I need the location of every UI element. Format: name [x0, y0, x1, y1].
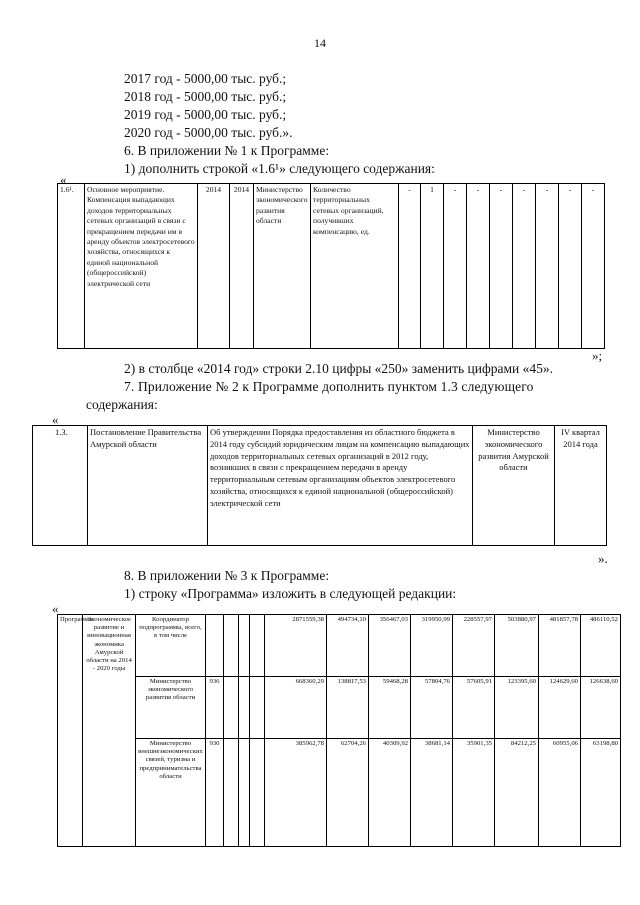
paragraph-6-1: 1) дополнить строкой «1.6¹» следующего содержания: — [124, 161, 435, 176]
text-line-2018: 2018 год - 5000,00 тыс. руб.; — [124, 89, 287, 104]
t3-code: 936 — [206, 677, 224, 739]
page-number: 14 — [314, 36, 326, 50]
t3-value: 124629,60 — [539, 677, 581, 739]
t1-executor: Министерство экономического развития области — [254, 184, 311, 349]
t3-row-label: Координатор подпрограммы, всего, в том числе — [136, 615, 206, 677]
t3-value: 2871559,38 — [265, 615, 327, 677]
t1-activity-name: Основное мероприятие. Компенсация выпадающих доходов территориальных сетевых организаций в связи с прекращением передачи им в аренду объектов электросетевого хозяйства, относящихся к единой национальной (общероссийской) электрической сети — [85, 184, 198, 349]
t1-value: 1 — [421, 184, 444, 349]
t2-executor: Министерство экономического развития Амурской области — [473, 426, 555, 546]
t3-value: 126638,60 — [581, 677, 621, 739]
t2-term: IV квартал 2014 года — [555, 426, 607, 546]
t3-value: 62704,26 — [327, 739, 369, 847]
paragraph-8: 8. В приложении № 3 к Программе: — [124, 568, 330, 583]
t3-value: 486110,52 — [581, 615, 621, 677]
table-appendix-2-row — [32, 425, 607, 546]
t1-value: - — [399, 184, 421, 349]
t2-row-number: 1.3. — [33, 426, 88, 546]
paragraph-6: 6. В приложении № 1 к Программе: — [124, 143, 330, 158]
t3-value: 503880,97 — [495, 615, 539, 677]
text-line-2019: 2019 год - 5000,00 тыс. руб.; — [124, 107, 287, 122]
t3-empty-cell — [250, 677, 265, 739]
t3-code: 930 — [206, 739, 224, 847]
t3-value: 138817,53 — [327, 677, 369, 739]
table-appendix-3-program — [57, 614, 621, 847]
t3-row-label: Министерство экономического развития области — [136, 677, 206, 739]
t3-program-label: Программа — [58, 615, 83, 847]
t3-value: 385962,78 — [265, 739, 327, 847]
t3-empty-cell — [239, 677, 250, 739]
t1-value: - — [513, 184, 536, 349]
t1-value: - — [582, 184, 605, 349]
t3-row-label: Министерство внешнеэкономических связей, туризма и предпринимательства области — [136, 739, 206, 847]
t1-value: - — [444, 184, 467, 349]
t3-value: 228557,97 — [453, 615, 495, 677]
t3-empty-cell — [239, 615, 250, 677]
t3-value: 35901,35 — [453, 739, 495, 847]
t3-empty-cell — [239, 739, 250, 847]
t2-document-type: Постановление Правительства Амурской области — [88, 426, 208, 546]
text-line-2017: 2017 год - 5000,00 тыс. руб.; — [124, 71, 287, 86]
t3-value: 84212,25 — [495, 739, 539, 847]
t3-empty-cell — [250, 739, 265, 847]
t1-row-number: 1.6¹. — [58, 184, 85, 349]
t3-value: 668360,29 — [265, 677, 327, 739]
t3-value: 40309,92 — [369, 739, 411, 847]
t3-value: 57804,76 — [411, 677, 453, 739]
t3-program-name: Экономическое развитие и инновационная экономика Амурской области на 2014 - 2020 годы — [83, 615, 136, 847]
paragraph-8-1: 1) строку «Программа» изложить в следующей редакции: — [124, 586, 457, 601]
open-quote-3: « — [52, 601, 59, 616]
t3-value: 123395,60 — [495, 677, 539, 739]
t3-value: 38681,14 — [411, 739, 453, 847]
t3-empty-cell — [224, 739, 239, 847]
t3-value: 60955,06 — [539, 739, 581, 847]
paragraph-6-2: 2) в столбце «2014 год» строки 2.10 цифры «250» заменить цифрами «45». — [124, 361, 553, 376]
open-quote-1: « — [60, 172, 67, 187]
t3-value: 356467,03 — [369, 615, 411, 677]
text-line-2020: 2020 год - 5000,00 тыс. руб.». — [124, 125, 293, 140]
t1-value: - — [490, 184, 513, 349]
t3-empty-cell — [224, 677, 239, 739]
t3-value: 319950,99 — [411, 615, 453, 677]
t3-value: 59468,28 — [369, 677, 411, 739]
t1-value: - — [559, 184, 582, 349]
t1-year-start: 2014 — [198, 184, 230, 349]
t3-value: 57605,91 — [453, 677, 495, 739]
close-quote-1: »; — [592, 348, 603, 363]
t1-value: - — [467, 184, 490, 349]
t1-value: - — [536, 184, 559, 349]
t1-indicator: Количество территориальных сетевых организаций, получивших компенсацию, ед. — [311, 184, 399, 349]
open-quote-2: « — [52, 412, 59, 427]
t2-document-title: Об утверждении Порядка предоставления из областного бюджета в 2014 году субсидий юридическим лицам на компенсацию выпадающих доходов территориальных сетевых организаций в 2012 году, возникших в связи с прекращением передачи в аренду территориальным сетевым организациям объектов электросетевого хозяйства, относящихся к единой национальной (общероссийской) электрической сети — [208, 426, 473, 546]
close-quote-2: ». — [598, 551, 608, 566]
table-appendix-1-row — [57, 183, 605, 349]
paragraph-7: 7. Приложение № 2 к Программе дополнить пунктом 1.3 следующего — [124, 379, 534, 394]
paragraph-7-cont: содержания: — [86, 397, 158, 412]
t1-year-end: 2014 — [230, 184, 254, 349]
t3-value: 494734,10 — [327, 615, 369, 677]
t3-value: 63198,80 — [581, 739, 621, 847]
t3-value: 481857,78 — [539, 615, 581, 677]
t3-empty-cell — [224, 615, 239, 677]
t3-code — [206, 615, 224, 677]
t3-empty-cell — [250, 615, 265, 677]
